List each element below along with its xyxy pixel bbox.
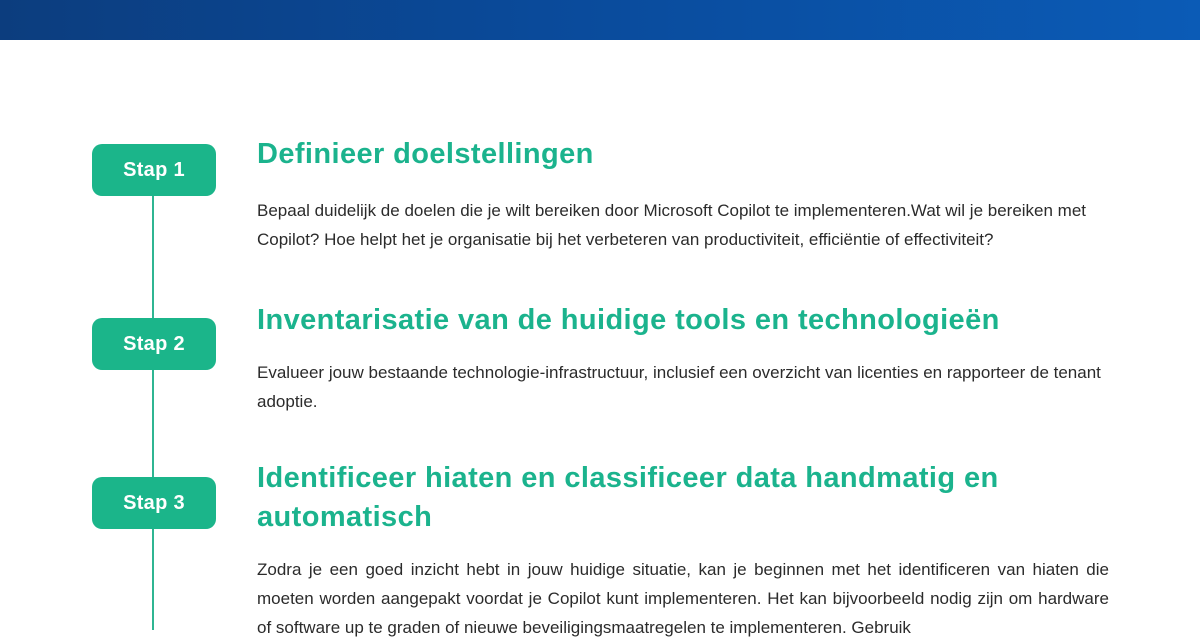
- step-2-description: Evalueer jouw bestaande technologie-infrastructuur, inclusief een overzicht van licenties en rapporteer de tenant adoptie.: [257, 363, 1101, 411]
- step-3-description: Zodra je een goed inzicht hebt in jouw huidige situatie, kan je beginnen met het identificeren van hiaten die moeten worden aangepakt voordat je Copilot kunt implementeren. Het kan bijvoorbeeld nodig zijn om hardware of software up te graden of nieuwe beveiligingsmaatregelen te implementeren. Gebruik: [257, 560, 1109, 637]
- header-banner: [0, 0, 1200, 40]
- step-3-badge: Stap 3: [92, 477, 216, 529]
- step-2-heading: Inventarisatie van de huidige tools en technologieën: [257, 304, 1000, 336]
- timeline-connector: [152, 190, 154, 630]
- step-1-heading: Definieer doelstellingen: [257, 138, 594, 170]
- step-2-badge: Stap 2: [92, 318, 216, 370]
- step-3-heading: Identificeer hiaten en classificeer data handmatig en automatisch: [257, 462, 999, 533]
- step-1-badge: Stap 1: [92, 144, 216, 196]
- step-1-description: Bepaal duidelijk de doelen die je wilt bereiken door Microsoft Copilot te implementeren.Wat wil je bereiken met Copilot? Hoe helpt het je organisatie bij het verbeteren van productiviteit, efficiëntie of effectiviteit?: [257, 201, 1087, 249]
